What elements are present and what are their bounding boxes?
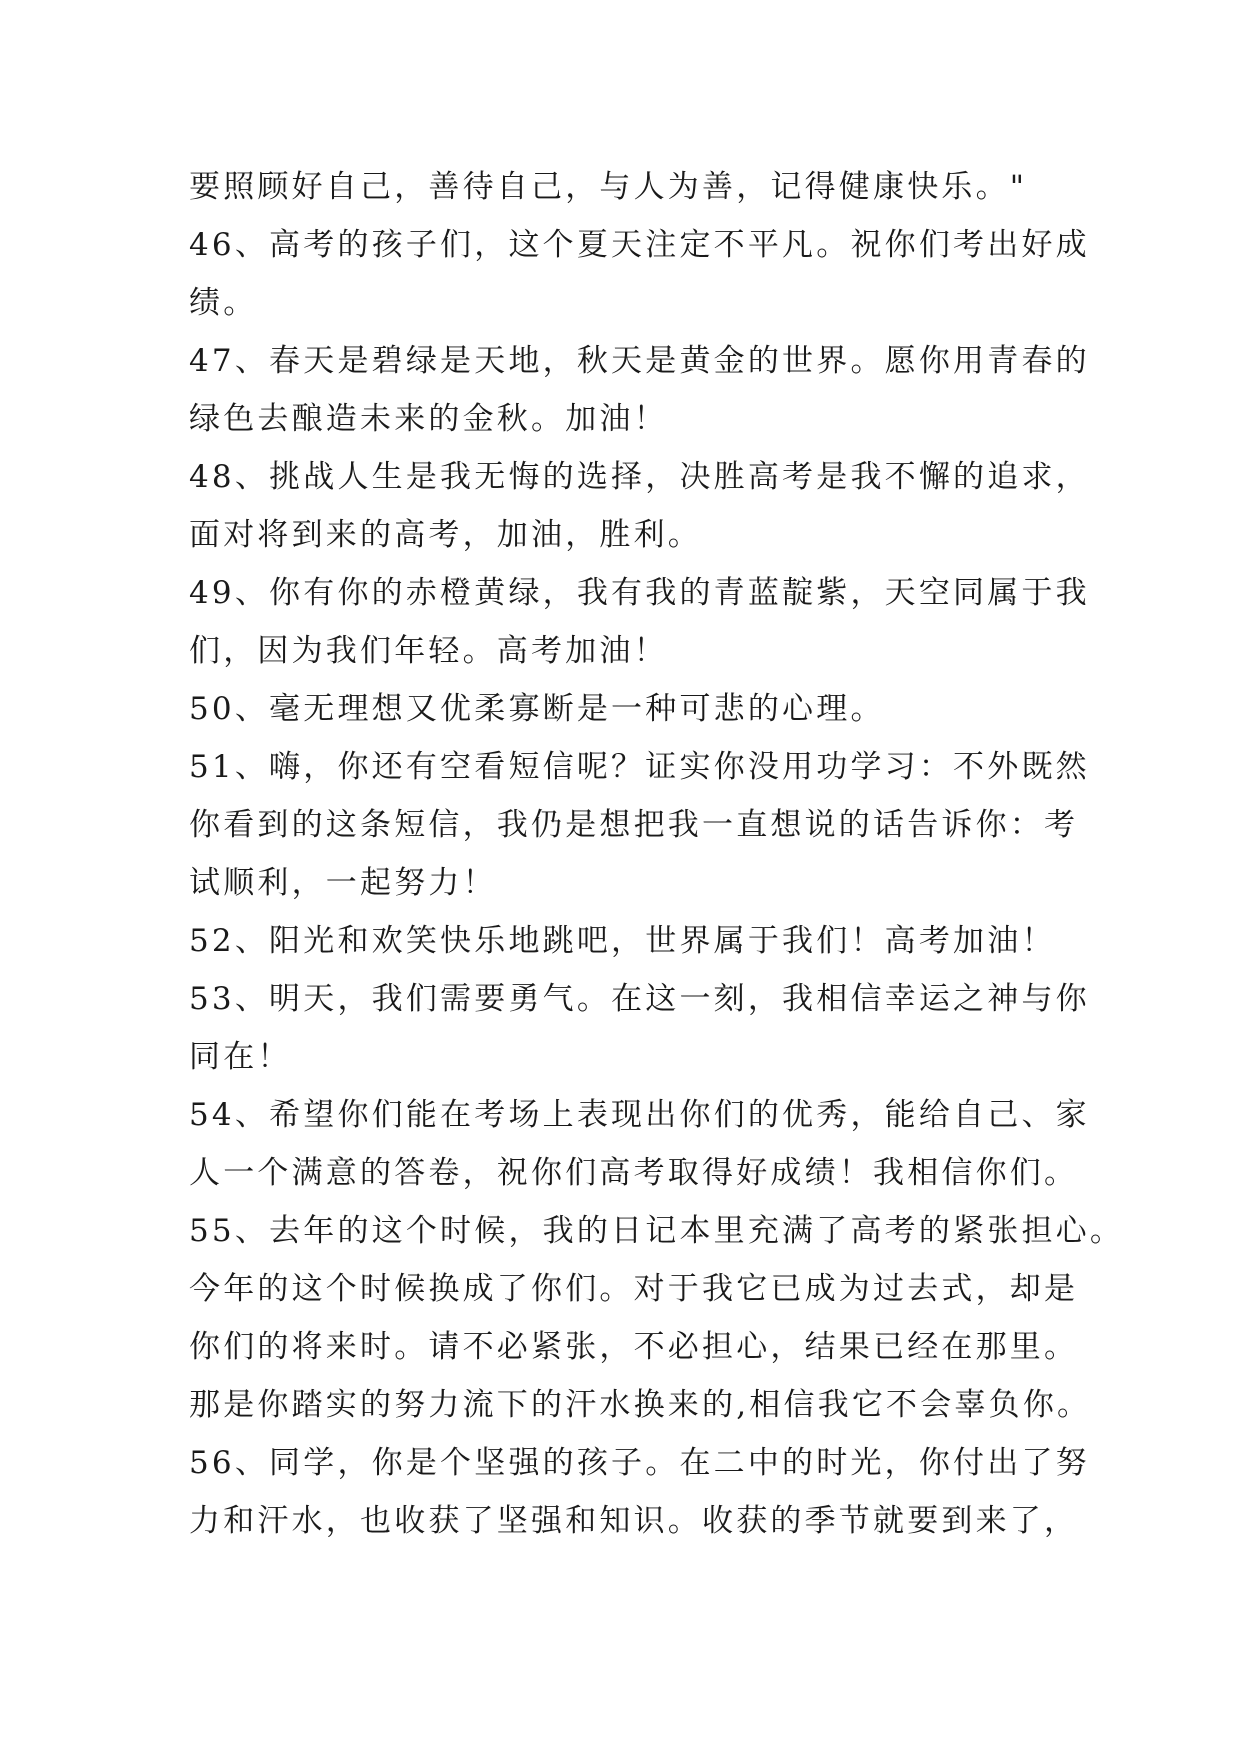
- text-line: 人一个满意的答卷，祝你们高考取得好成绩！我相信你们。: [189, 1155, 1079, 1191]
- text-line: 你们的将来时。请不必紧张，不必担心，结果已经在那里。: [189, 1329, 1079, 1365]
- text-line: 面对将到来的高考，加油，胜利。: [189, 517, 702, 553]
- text-line: 你看到的这条短信，我仍是想把我一直想说的话告诉你：考: [189, 807, 1079, 843]
- text-line: 46、高考的孩子们，这个夏天注定不平凡。祝你们考出好成: [189, 227, 1090, 263]
- text-line: 绩。: [189, 285, 258, 321]
- text-line: 试顺利，一起努力！: [189, 865, 497, 901]
- text-line: 54、希望你们能在考场上表现出你们的优秀，能给自己、家: [189, 1097, 1090, 1133]
- text-line: 56、同学，你是个坚强的孩子。在二中的时光，你付出了努: [189, 1445, 1090, 1481]
- text-line: 48、挑战人生是我无悔的选择，决胜高考是我不懈的追求，: [189, 459, 1090, 495]
- text-line: 52、阳光和欢笑快乐地跳吧，世界属于我们！高考加油！: [189, 923, 1056, 959]
- text-line: 绿色去酿造未来的金秋。加油！: [189, 401, 668, 437]
- text-line: 49、你有你的赤橙黄绿，我有我的青蓝靛紫，天空同属于我: [189, 575, 1090, 611]
- text-line: 们，因为我们年轻。高考加油！: [189, 633, 668, 669]
- text-line: 同在！: [189, 1039, 292, 1075]
- text-line: 47、春天是碧绿是天地，秋天是黄金的世界。愿你用青春的: [189, 343, 1090, 379]
- text-line: 那是你踏实的努力流下的汗水换来的,相信我它不会辜负你。: [189, 1387, 1092, 1423]
- text-line: 51、嗨，你还有空看短信呢？证实你没用功学习：不外既然: [189, 749, 1090, 785]
- text-line: 55、去年的这个时候，我的日记本里充满了高考的紧张担心。: [189, 1213, 1125, 1249]
- text-line: 53、明天，我们需要勇气。在这一刻，我相信幸运之神与你: [189, 981, 1090, 1017]
- text-line: 要照顾好自己，善待自己，与人为善，记得健康快乐。": [189, 169, 1028, 205]
- text-line: 50、毫无理想又优柔寡断是一种可悲的心理。: [189, 691, 885, 727]
- text-line: 力和汗水，也收获了坚强和知识。收获的季节就要到来了，: [189, 1503, 1079, 1539]
- document-body: [189, 158, 1125, 1550]
- text-line: 今年的这个时候换成了你们。对于我它已成为过去式，却是: [189, 1271, 1079, 1307]
